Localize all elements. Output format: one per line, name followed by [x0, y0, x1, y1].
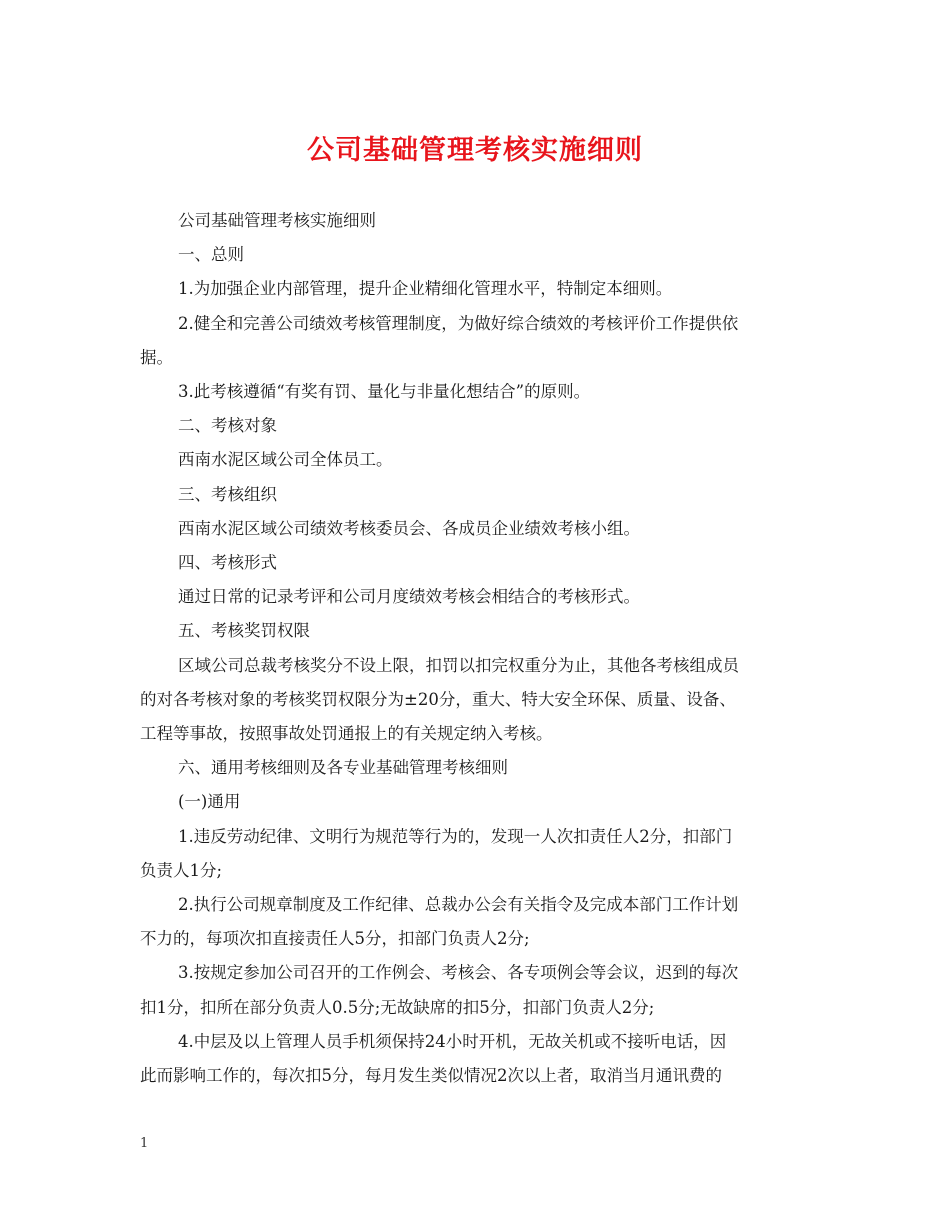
paragraph-line: 负责人1分;: [140, 860, 223, 880]
paragraph: [140, 888, 810, 956]
paragraph: 一、总则: [178, 245, 244, 265]
paragraph: 1.为加强企业内部管理，提升企业精细化管理水平，特制定本细则。: [178, 279, 673, 299]
paragraph-line: 4.中层及以上管理人员手机须保持24小时开机，无故关机或不接听电话，因: [178, 1031, 727, 1051]
paragraph: [140, 307, 810, 375]
paragraph: 三、考核组织: [178, 484, 277, 504]
paragraph-line: 区域公司总裁考核奖分不设上限，扣罚以扣完权重分为止，其他各考核组成员: [178, 655, 739, 675]
paragraph-line: 据。: [140, 347, 173, 367]
paragraph: 四、考核形式: [178, 553, 277, 573]
paragraph-line: 的对各考核对象的考核奖罚权限分为±20分，重大、特大安全环保、质量、设备、: [140, 689, 736, 709]
paragraph: [140, 1025, 810, 1093]
paragraph: 西南水泥区域公司全体员工。: [178, 450, 393, 470]
paragraph: (一)通用: [178, 792, 241, 812]
paragraph-line: 1.违反劳动纪律、文明行为规范等行为的，发现一人次扣责任人2分，扣部门: [178, 826, 733, 846]
paragraph-line: 扣1分，扣所在部分负责人0.5分;无故缺席的扣5分，扣部门负责人2分;: [140, 997, 655, 1017]
paragraph-line: 2.执行公司规章制度及工作纪律、总裁办公会有关指令及完成本部门工作计划: [178, 895, 739, 915]
paragraph: [140, 820, 810, 888]
paragraph-line: 此而影响工作的，每次扣5分，每月发生类似情况2次以上者，取消当月通讯费的: [140, 1066, 722, 1086]
paragraph-line: 2.健全和完善公司绩效考核管理制度，为做好综合绩效的考核评价工作提供依: [178, 313, 739, 333]
paragraph: [140, 649, 810, 752]
paragraph: 公司基础管理考核实施细则: [178, 211, 376, 230]
paragraph-line: 3.按规定参加公司召开的工作例会、考核会、各专项例会等会议，迟到的每次: [178, 963, 739, 983]
paragraph-line: 工程等事故，按照事故处罚通报上的有关规定纳入考核。: [140, 724, 553, 744]
paragraph-line: 不力的，每项次扣直接责任人5分，扣部门负责人2分;: [140, 929, 530, 949]
document-title: 公司基础管理考核实施细则: [307, 135, 643, 166]
paragraph: 二、考核对象: [178, 416, 277, 436]
paragraph: 通过日常的记录考评和公司月度绩效考核会相结合的考核形式。: [178, 587, 640, 607]
paragraph: 西南水泥区域公司绩效考核委员会、各成员企业绩效考核小组。: [178, 518, 640, 538]
paragraph: 六、通用考核细则及各专业基础管理考核细则: [178, 758, 508, 778]
page-number: 1: [140, 1136, 149, 1151]
paragraph: 五、考核奖罚权限: [178, 621, 310, 641]
paragraph: [140, 956, 810, 1024]
document-body: [140, 204, 810, 1093]
paragraph: 3.此考核遵循“有奖有罚、量化与非量化想结合”的原则。: [178, 382, 591, 402]
